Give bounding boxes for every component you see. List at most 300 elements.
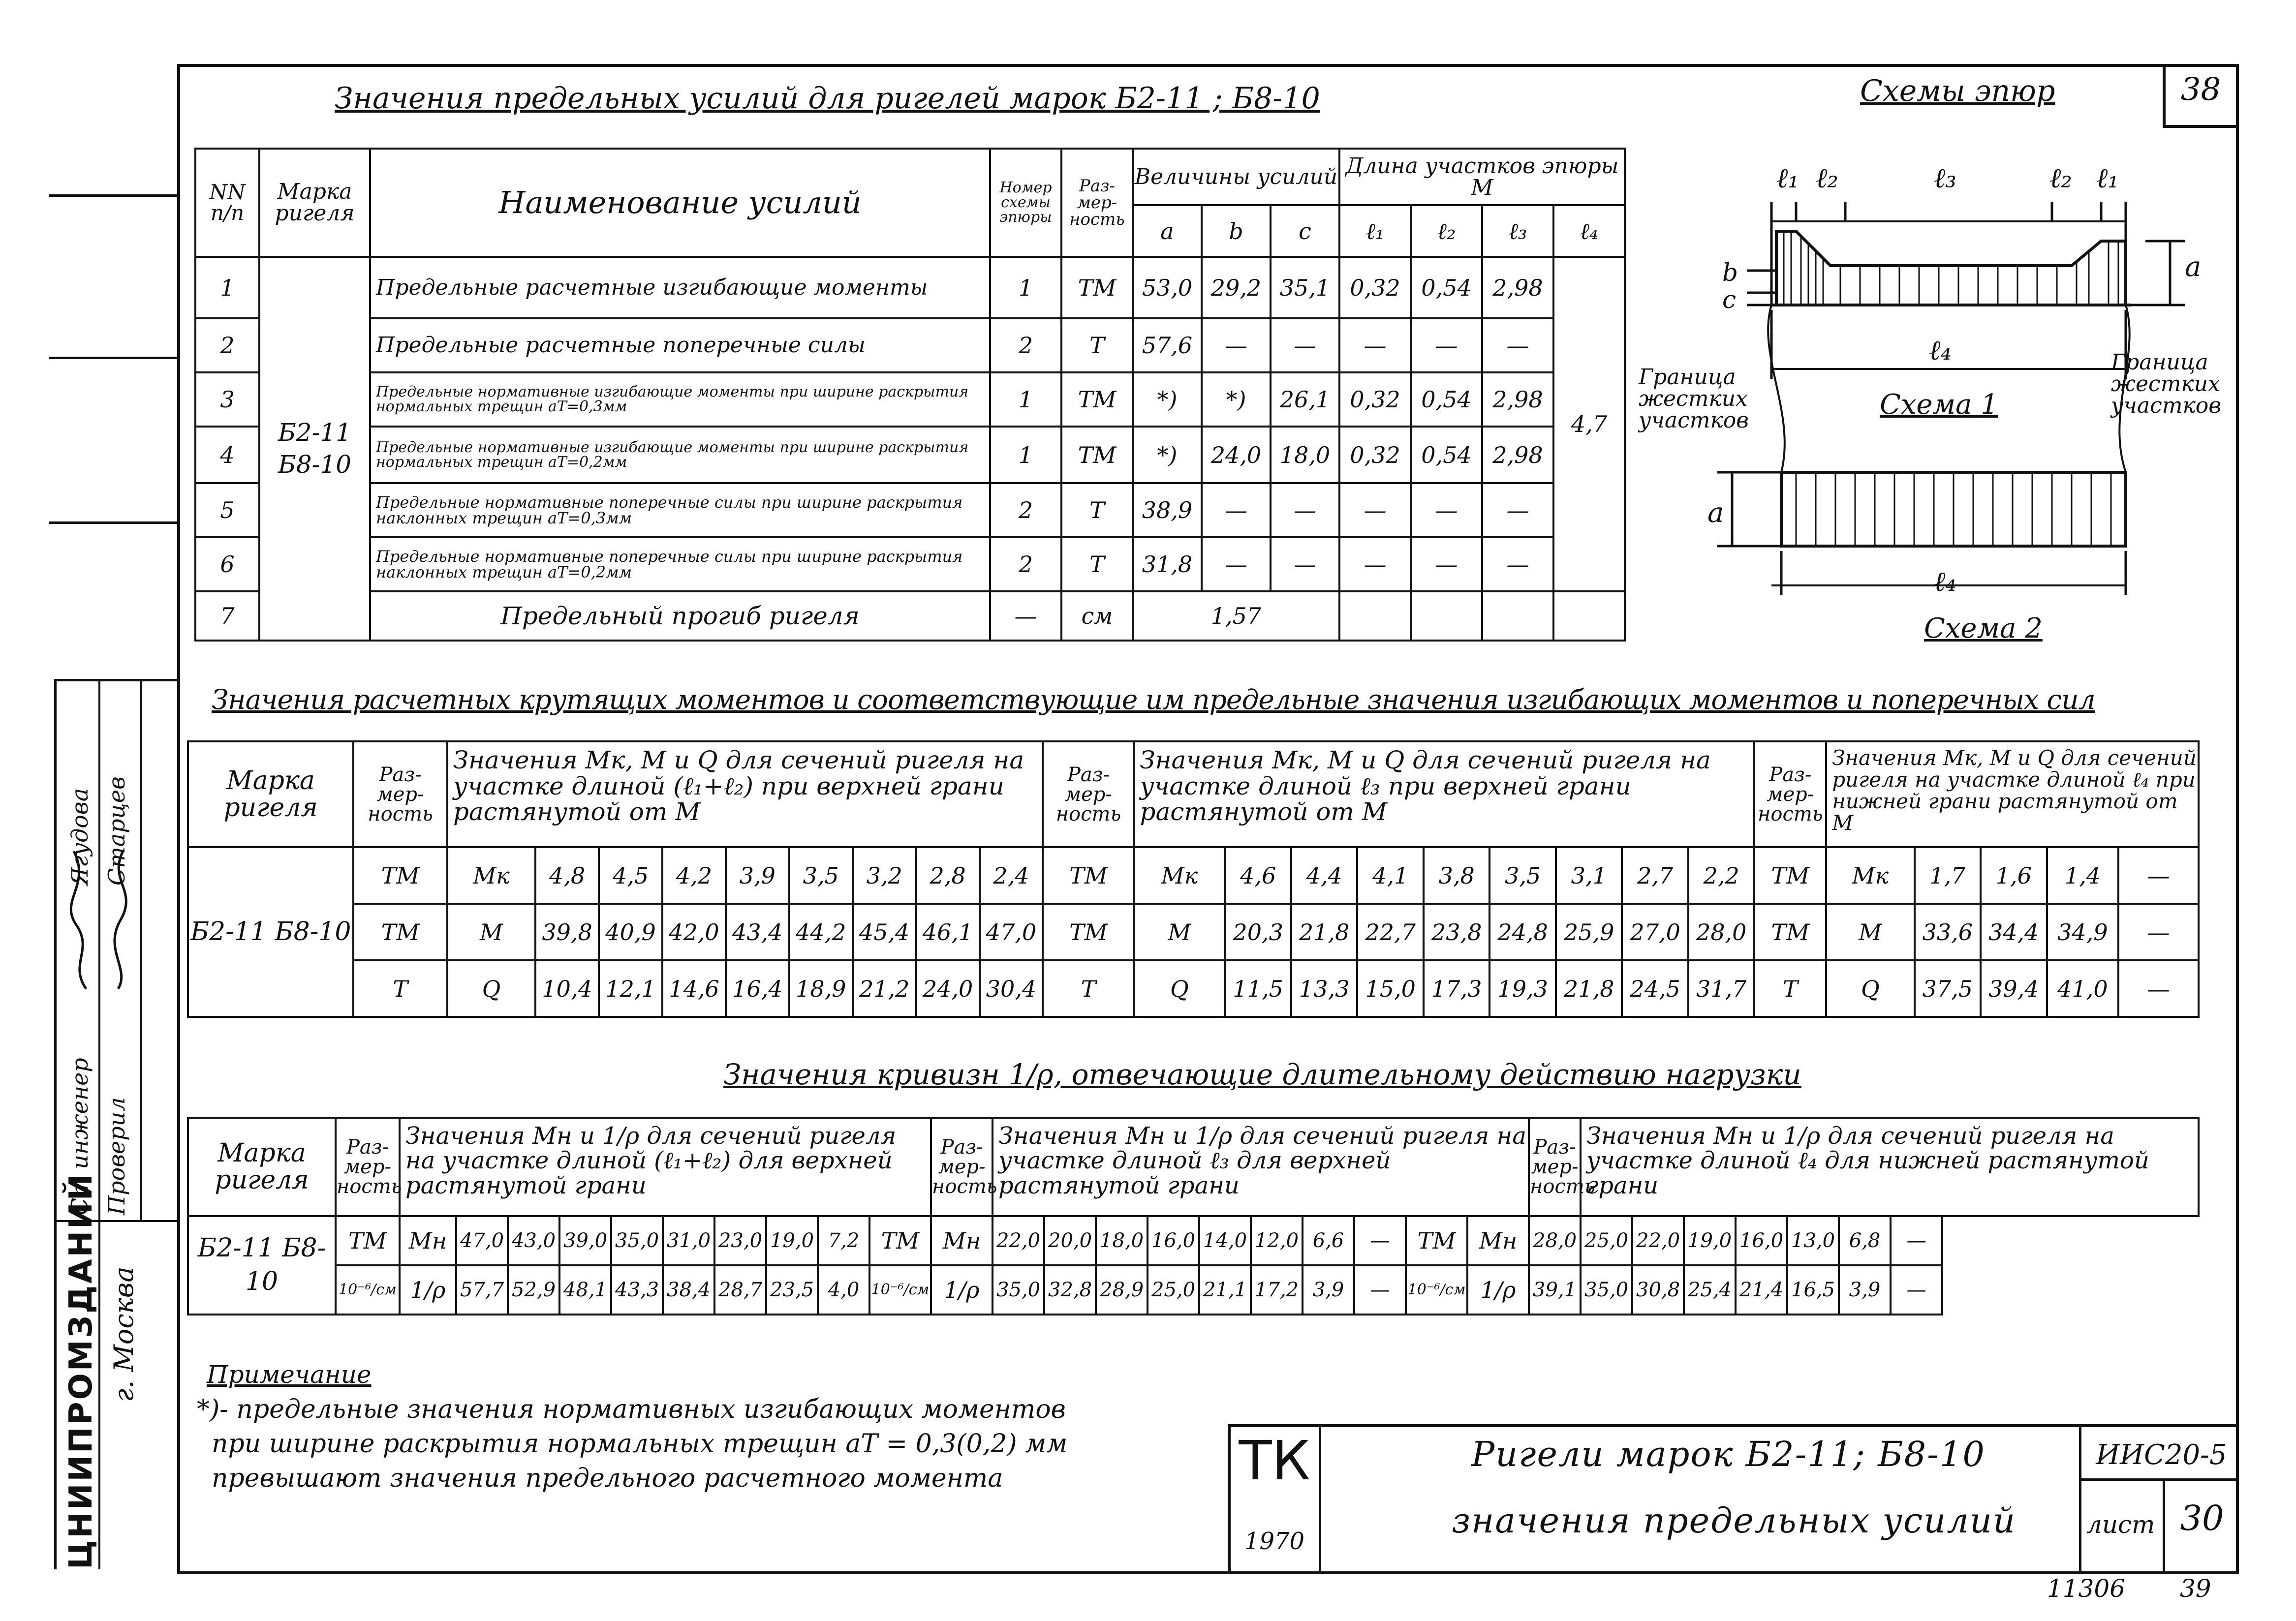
value-cell: 34,9 (2047, 904, 2119, 960)
value-cell: 33,6 (1915, 904, 1981, 960)
length-l4: 4,7 (1553, 257, 1625, 591)
drawing-title-2: значения предельных усилий (1452, 1500, 2017, 1541)
curvature-table (187, 1117, 2200, 1315)
scheme-label-l1-right: ℓ₁ (2096, 162, 2119, 194)
margin-tick (49, 194, 177, 197)
dimension: ТМ (1043, 847, 1134, 904)
scheme-number: — (990, 591, 1061, 641)
margin-tick (49, 521, 177, 524)
value-cell: 57,7 (456, 1265, 508, 1315)
value-cell: 28,9 (1096, 1265, 1148, 1315)
length-l2: 0,54 (1411, 427, 1482, 483)
symbol: Мн (931, 1216, 993, 1265)
value-b: 24,0 (1202, 427, 1271, 483)
scheme2-hatching (1796, 472, 2111, 546)
symbol: 1/ρ (931, 1265, 993, 1315)
length-l3: — (1482, 537, 1553, 591)
symbol: М (1134, 904, 1225, 960)
value-b: 29,2 (1202, 257, 1271, 318)
title-block-divider (1319, 1424, 1321, 1574)
value-cell: 13,3 (1291, 960, 1358, 1017)
value-cell: 4,1 (1357, 847, 1424, 904)
value-cell: 34,4 (1981, 904, 2047, 960)
value-cell: 16,5 (1787, 1265, 1839, 1315)
table2-marka: Б2-11 Б8-10 (188, 847, 353, 1017)
value-cell: 1,7 (1915, 847, 1981, 904)
value-cell: 3,5 (1489, 847, 1556, 904)
value-cell: 19,0 (1684, 1216, 1736, 1265)
scheme-number: 1 (990, 427, 1061, 483)
scheme2-label-l4: ℓ₄ (1934, 566, 1956, 598)
sheet-label: лист (2086, 1510, 2155, 1539)
col-header-marka: Марка ригеля (259, 149, 370, 257)
value-cell: 3,2 (853, 847, 916, 904)
value-cell: — (2118, 847, 2199, 904)
value-cell: 27,0 (1622, 904, 1688, 960)
col-header-nn: NN п/п (195, 149, 259, 257)
side-stamp-divider-2 (140, 679, 142, 1220)
value-cell: 43,0 (508, 1216, 559, 1265)
schemes-title: Схемы эпюр (1860, 74, 2055, 108)
inventory-number: 11306 (2047, 1574, 2126, 1603)
value-cell: 41,0 (2047, 960, 2119, 1017)
scheme-number: 2 (990, 537, 1061, 591)
scheme2-label-a: a (1707, 497, 1724, 529)
value-cell: 46,1 (916, 904, 980, 960)
dimension: ТМ (1061, 427, 1133, 483)
dimension: Т (1043, 960, 1134, 1017)
value-b: — (1202, 537, 1271, 591)
value-cell: 7,2 (818, 1216, 869, 1265)
col-header-group3: Значения Мк, М и Q для сечений ригеля на участке длиной ℓ₄ при нижней грани растянутой от М (1826, 741, 2199, 847)
value-cell: 39,8 (535, 904, 599, 960)
row-number: 2 (195, 318, 259, 372)
border-right-label: Граница жестких участков (2111, 350, 2221, 418)
scheme-label-b: b (1722, 258, 1738, 287)
margin-tick (49, 357, 177, 359)
scheme-label-l4: ℓ₄ (1929, 335, 1952, 367)
side-city: г. Москва (108, 1266, 139, 1402)
value-c: 35,1 (1271, 257, 1339, 318)
sheet-number: 38 (2180, 71, 2221, 108)
value-cell: 15,0 (1357, 960, 1424, 1017)
value-cell: — (2118, 904, 2199, 960)
value-cell: 25,4 (1684, 1265, 1736, 1315)
side-name-1: Ягудова (66, 788, 93, 886)
row-number: 6 (195, 537, 259, 591)
length-l2: — (1411, 483, 1482, 537)
value-cell: 3,1 (1556, 847, 1622, 904)
col-header-group2: Значения Мн и 1/ρ для сечений ригеля на участке длиной ℓ₃ для верхней растянутой грани (993, 1118, 1529, 1216)
col-header-name: Наименование усилий (370, 149, 990, 257)
length-l1: — (1339, 318, 1411, 372)
dimension: ТМ (353, 847, 447, 904)
value-c: 26,1 (1271, 372, 1339, 427)
col-header-dim: Раз- мер- ность (1754, 741, 1826, 847)
value-b: — (1202, 483, 1271, 537)
sheet-number-bottom: 30 (2180, 1498, 2224, 1538)
value-cell: 4,5 (599, 847, 662, 904)
length-l3: 2,98 (1482, 427, 1553, 483)
table1-title: Значения предельных усилий для ригелей марок Б2-11 ; Б8-10 (335, 81, 1320, 116)
value-cell: 16,0 (1148, 1216, 1199, 1265)
value-cell: 39,1 (1529, 1265, 1581, 1315)
value-cell: — (1354, 1265, 1406, 1315)
value-cell: 19,0 (766, 1216, 818, 1265)
note-line-3: превышают значения предельного расчетного момента (212, 1464, 1003, 1493)
length-l1: 0,32 (1339, 372, 1411, 427)
scheme-number: 2 (990, 483, 1061, 537)
table-row (195, 427, 1625, 483)
value-cell: 16,0 (1736, 1216, 1787, 1265)
value-cell: 2,4 (980, 847, 1043, 904)
side-name-2: Старцев (103, 776, 130, 886)
dimension: ТМ (1406, 1216, 1467, 1265)
symbol: Мн (400, 1216, 456, 1265)
drawing-code: ИИС20-5 (2096, 1439, 2227, 1471)
col-header-values: Величины усилий (1133, 149, 1339, 205)
length-l3: 2,98 (1482, 372, 1553, 427)
col-header-group1: Значения Мн и 1/ρ для сечений ригеля на участке длиной (ℓ₁+ℓ₂) для верхней растянутой грани (400, 1118, 931, 1216)
value-cell: 37,5 (1915, 960, 1981, 1017)
table-row (195, 483, 1625, 537)
value-cell: 1,4 (2047, 847, 2119, 904)
value-cell: 3,5 (789, 847, 853, 904)
dimension: 10⁻⁶/см (869, 1265, 931, 1315)
table3-marka: Б2-11 Б8-10 (188, 1216, 336, 1315)
table-row (195, 372, 1625, 427)
value-cell: 21,8 (1291, 904, 1358, 960)
table2-title: Значения расчетных крутящих моментов и соответствующие им предельные значения изгибающих моментов и поперечных сил (212, 684, 2095, 715)
value-cell: 17,3 (1424, 960, 1490, 1017)
value-cell: 4,8 (535, 847, 599, 904)
length-l1: — (1339, 483, 1411, 537)
value-b: *) (1202, 372, 1271, 427)
force-name: Предельные расчетные поперечные силы (370, 318, 990, 372)
value-cell: 25,0 (1581, 1216, 1632, 1265)
side-role-engineer: Ст инженер (66, 1058, 93, 1215)
value-cell: 1,6 (1981, 847, 2047, 904)
col-header-b: b (1202, 205, 1271, 257)
symbol: 1/ρ (1467, 1265, 1529, 1315)
value-cell: 39,0 (559, 1216, 611, 1265)
deflection-value: 1,57 (1133, 591, 1339, 641)
dimension: 10⁻⁶/см (336, 1265, 400, 1315)
symbol: М (447, 904, 535, 960)
value-cell: 21,8 (1556, 960, 1622, 1017)
col-header-l4: ℓ₄ (1553, 205, 1625, 257)
table-row (195, 318, 1625, 372)
length-l3: — (1482, 483, 1553, 537)
table-row (195, 591, 1625, 641)
value-cell: 21,4 (1736, 1265, 1787, 1315)
length-l2: 0,54 (1411, 372, 1482, 427)
value-cell: 12,0 (1251, 1216, 1303, 1265)
col-header-dim: Раз- мер- ность (931, 1118, 993, 1216)
length-l3: — (1482, 318, 1553, 372)
value-cell: 18,9 (789, 960, 853, 1017)
length-l1: — (1339, 537, 1411, 591)
col-header-dim: Раз- мер- ность (336, 1118, 400, 1216)
scheme-label-l2: ℓ₂ (1816, 162, 1838, 194)
value-cell: — (1891, 1216, 1942, 1265)
value-cell: 30,4 (980, 960, 1043, 1017)
table-row (188, 960, 2199, 1017)
dimension: ТМ (869, 1216, 931, 1265)
row-number: 1 (195, 257, 259, 318)
symbol: 1/ρ (400, 1265, 456, 1315)
table-row (188, 1265, 2199, 1315)
value-cell: 3,8 (1424, 847, 1490, 904)
symbol: М (1826, 904, 1914, 960)
dimension: 10⁻⁶/см (1406, 1265, 1467, 1315)
value-cell: 21,2 (853, 960, 916, 1017)
symbol: Мн (1467, 1216, 1529, 1265)
value-cell: 3,9 (1303, 1265, 1354, 1315)
dimension: Т (353, 960, 447, 1017)
value-cell: 23,5 (766, 1265, 818, 1315)
col-header-dim: Раз- мер- ность (1043, 741, 1134, 847)
scheme-label-a: a (2185, 251, 2202, 283)
symbol: Мк (447, 847, 535, 904)
scheme2-diagram (1717, 472, 2126, 595)
value-a: 31,8 (1133, 537, 1202, 591)
force-name: Предельный прогиб ригеля (370, 591, 990, 641)
value-cell: 10,4 (535, 960, 599, 1017)
value-cell: 31,0 (663, 1216, 714, 1265)
value-a: 57,6 (1133, 318, 1202, 372)
value-cell: 19,3 (1489, 960, 1556, 1017)
scheme-label-l1: ℓ₁ (1776, 162, 1799, 194)
value-cell: 47,0 (980, 904, 1043, 960)
col-header-scheme: Номер схемы эпюры (990, 149, 1061, 257)
table-row (188, 904, 2199, 960)
value-cell: — (2118, 960, 2199, 1017)
dimension: ТМ (1061, 257, 1133, 318)
value-cell: 52,9 (508, 1265, 559, 1315)
page-number: 39 (2180, 1574, 2211, 1603)
value-cell: 28,7 (714, 1265, 766, 1315)
value-cell: 43,3 (611, 1265, 663, 1315)
scheme-number: 1 (990, 372, 1061, 427)
col-header-marka: Марка ригеля (188, 741, 353, 847)
value-cell: 6,8 (1839, 1216, 1891, 1265)
scheme-label-l3: ℓ₃ (1934, 162, 1956, 194)
value-cell: 47,0 (456, 1216, 508, 1265)
symbol: Мк (1134, 847, 1225, 904)
table-row (188, 1216, 2199, 1265)
value-cell: 4,6 (1225, 847, 1291, 904)
col-header-marka: Марка ригеля (188, 1118, 336, 1216)
symbol: Q (447, 960, 535, 1017)
value-cell: 28,0 (1688, 904, 1755, 960)
length-l2: — (1411, 537, 1482, 591)
dimension: Т (1754, 960, 1826, 1017)
value-cell: 25,9 (1556, 904, 1622, 960)
value-c: — (1271, 537, 1339, 591)
dimension: ТМ (1061, 372, 1133, 427)
symbol: Мк (1826, 847, 1914, 904)
col-header-dim: Раз- мер- ность (1061, 149, 1133, 257)
value-cell: 2,7 (1622, 847, 1688, 904)
value-cell: 16,4 (726, 960, 789, 1017)
value-a: *) (1133, 372, 1202, 427)
value-c: — (1271, 483, 1339, 537)
length-l2: 0,54 (1411, 257, 1482, 318)
value-cell: 23,8 (1424, 904, 1490, 960)
value-cell: 22,0 (1632, 1216, 1684, 1265)
length-l1: 0,32 (1339, 427, 1411, 483)
force-name: Предельные нормативные поперечные силы при ширине раскрытия наклонных трещин аT=0,2мм (370, 537, 990, 591)
row-number: 4 (195, 427, 259, 483)
side-organization: ЦНИИПРОМЗДАНИЙ (63, 1172, 99, 1569)
value-cell: 45,4 (853, 904, 916, 960)
value-cell: 4,2 (662, 847, 726, 904)
dimension: ТМ (1754, 904, 1826, 960)
dimension: Т (1061, 537, 1133, 591)
col-header-l1: ℓ₁ (1339, 205, 1411, 257)
limit-forces-table (194, 148, 1626, 642)
value-cell: 11,5 (1225, 960, 1291, 1017)
col-header-group3: Значения Мн и 1/ρ для сечений ригеля на участке длиной ℓ₄ для нижней растянутой грани (1581, 1118, 2199, 1216)
value-cell: — (1891, 1265, 1942, 1315)
scheme-label-c: c (1722, 285, 1737, 314)
force-name: Предельные нормативные изгибающие моменты при ширине раскрытия нормальных трещин аT=0,3мм (370, 372, 990, 427)
value-cell: 40,9 (599, 904, 662, 960)
value-cell: 13,0 (1787, 1216, 1839, 1265)
value-cell: 35,0 (1581, 1265, 1632, 1315)
value-c: — (1271, 318, 1339, 372)
value-cell: 14,6 (662, 960, 726, 1017)
dimension: Т (1061, 483, 1133, 537)
table-row (195, 257, 1625, 318)
value-cell: 32,8 (1044, 1265, 1096, 1315)
value-cell: 22,7 (1357, 904, 1424, 960)
force-name: Предельные расчетные изгибающие моменты (370, 257, 990, 318)
side-signature-1 (66, 846, 102, 994)
dimension: ТМ (353, 904, 447, 960)
title-block-divider (2079, 1424, 2081, 1574)
dimension: см (1061, 591, 1133, 641)
value-cell: 2,2 (1688, 847, 1755, 904)
symbol: Q (1134, 960, 1225, 1017)
value-cell: 38,4 (663, 1265, 714, 1315)
value-cell: 48,1 (559, 1265, 611, 1315)
value-cell: 3,9 (726, 847, 789, 904)
torsion-moments-table (187, 740, 2200, 1018)
dimension: ТМ (336, 1216, 400, 1265)
value-cell: 42,0 (662, 904, 726, 960)
col-header-group2: Значения Мк, М и Q для сечений ригеля на участке длиной ℓ₃ при верхней грани растянутой от М (1134, 741, 1754, 847)
value-a: 38,9 (1133, 483, 1202, 537)
col-header-dim: Раз- мер- ность (353, 741, 447, 847)
scheme2-caption: Схема 2 (1924, 612, 2043, 644)
value-cell: 24,0 (916, 960, 980, 1017)
table-row (188, 847, 2199, 904)
note-line-2: при ширине раскрытия нормальных трещин аT = 0,3(0,2) мм (212, 1429, 1068, 1459)
note-line-1: *)- предельные значения нормативных изгибающих моментов (197, 1395, 1066, 1424)
length-l2: — (1411, 318, 1482, 372)
table-row (195, 537, 1625, 591)
value-cell: 12,1 (599, 960, 662, 1017)
border-left-label: Граница жестких участков (1639, 365, 1749, 433)
value-cell: 35,0 (993, 1265, 1044, 1315)
tk-mark: ТК (1239, 1429, 1310, 1492)
value-cell: 4,0 (818, 1265, 869, 1315)
col-header-l2: ℓ₂ (1411, 205, 1482, 257)
col-header-a: a (1133, 205, 1202, 257)
value-cell: 17,2 (1251, 1265, 1303, 1315)
value-c: 18,0 (1271, 427, 1339, 483)
value-cell: 24,5 (1622, 960, 1688, 1017)
note-label: Примечание (207, 1360, 372, 1389)
title-block-hline (2079, 1478, 2239, 1481)
col-header-l3: ℓ₃ (1482, 205, 1553, 257)
drawing-title-1: Ригели марок Б2-11; Б8-10 (1471, 1434, 1986, 1474)
side-role-checked: Проверил (103, 1097, 130, 1215)
dimension: ТМ (1043, 904, 1134, 960)
col-header-dim: Раз- мер- ность (1529, 1118, 1581, 1216)
value-cell: 43,4 (726, 904, 789, 960)
value-a: 53,0 (1133, 257, 1202, 318)
force-name: Предельные нормативные поперечные силы при ширине раскрытия наклонных трещин аT=0,3мм (370, 483, 990, 537)
scheme-number: 1 (990, 257, 1061, 318)
value-cell: 2,8 (916, 847, 980, 904)
value-cell: 39,4 (1981, 960, 2047, 1017)
scheme-number: 2 (990, 318, 1061, 372)
value-cell: 28,0 (1529, 1216, 1581, 1265)
scheme1-hatching (1784, 231, 2118, 305)
value-cell: 4,4 (1291, 847, 1358, 904)
value-cell: 20,3 (1225, 904, 1291, 960)
value-cell: 21,1 (1199, 1265, 1251, 1315)
value-cell: 6,6 (1303, 1216, 1354, 1265)
row-number: 7 (195, 591, 259, 641)
value-cell: 44,2 (789, 904, 853, 960)
value-cell: 31,7 (1688, 960, 1755, 1017)
length-l1: 0,32 (1339, 257, 1411, 318)
symbol: Q (1826, 960, 1914, 1017)
value-cell: — (1354, 1216, 1406, 1265)
value-cell: 23,0 (714, 1216, 766, 1265)
value-a: *) (1133, 427, 1202, 483)
value-cell: 24,8 (1489, 904, 1556, 960)
year: 1970 (1244, 1528, 1305, 1555)
table1-marka: Б2-11 Б8-10 (259, 257, 370, 641)
dimension: ТМ (1754, 847, 1826, 904)
value-cell: 18,0 (1096, 1216, 1148, 1265)
row-number: 3 (195, 372, 259, 427)
side-signature-2 (103, 846, 139, 994)
scheme1-caption: Схема 1 (1880, 389, 1998, 421)
row-number: 5 (195, 483, 259, 537)
force-name: Предельные нормативные изгибающие моменты при ширине раскрытия нормальных трещин аT=0,2мм (370, 427, 990, 483)
value-cell: 35,0 (611, 1216, 663, 1265)
dimension: Т (1061, 318, 1133, 372)
value-cell: 22,0 (993, 1216, 1044, 1265)
col-header-group1: Значения Мк, М и Q для сечений ригеля на участке длиной (ℓ₁+ℓ₂) при верхней грани растянутой от М (447, 741, 1043, 847)
col-header-c: c (1271, 205, 1339, 257)
scheme-label-l2-right: ℓ₂ (2049, 162, 2072, 194)
value-cell: 20,0 (1044, 1216, 1096, 1265)
value-b: — (1202, 318, 1271, 372)
value-cell: 14,0 (1199, 1216, 1251, 1265)
value-cell: 25,0 (1148, 1265, 1199, 1315)
value-cell: 30,8 (1632, 1265, 1684, 1315)
length-l3: 2,98 (1482, 257, 1553, 318)
col-header-lengths: Длина участков эпюры М (1339, 149, 1625, 205)
table3-title: Значения кривизн 1/ρ, отвечающие длительному действию нагрузки (723, 1058, 1801, 1091)
